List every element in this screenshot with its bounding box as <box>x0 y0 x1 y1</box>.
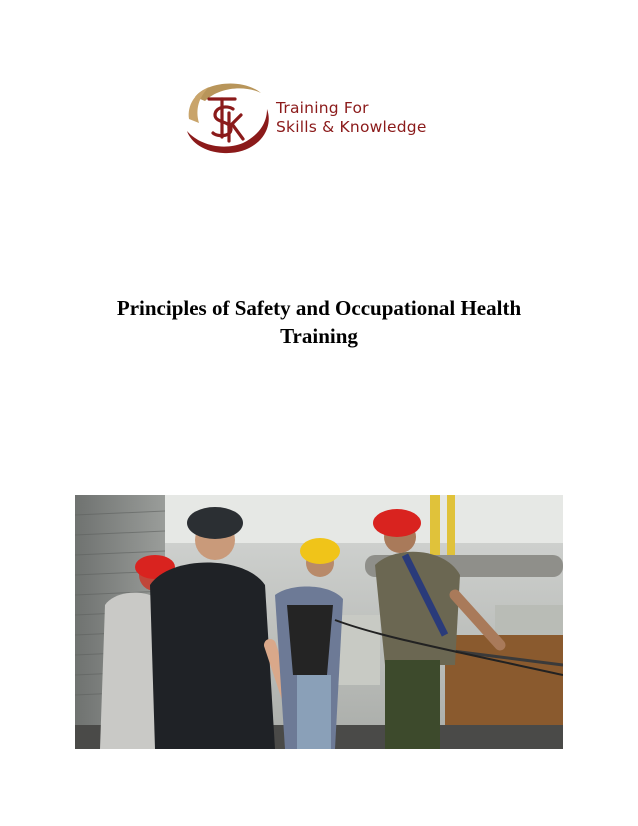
title-line-1: Principles of Safety and Occupational Health <box>116 296 522 320</box>
company-logo <box>183 79 463 155</box>
document-title <box>60 294 578 350</box>
logo-line-2: Skills & Knowledge <box>276 118 427 136</box>
black-helmet-icon <box>187 507 243 539</box>
title-line-2: Training <box>280 324 358 348</box>
cover-photo <box>75 495 563 749</box>
red-helmet-icon-2 <box>373 509 421 537</box>
logo-wordmark <box>276 99 427 137</box>
training-photo-illustration <box>75 495 563 749</box>
tsk-monogram-icon <box>183 79 273 155</box>
logo-line-1: Training For <box>276 99 369 117</box>
yellow-helmet-icon <box>300 538 340 564</box>
